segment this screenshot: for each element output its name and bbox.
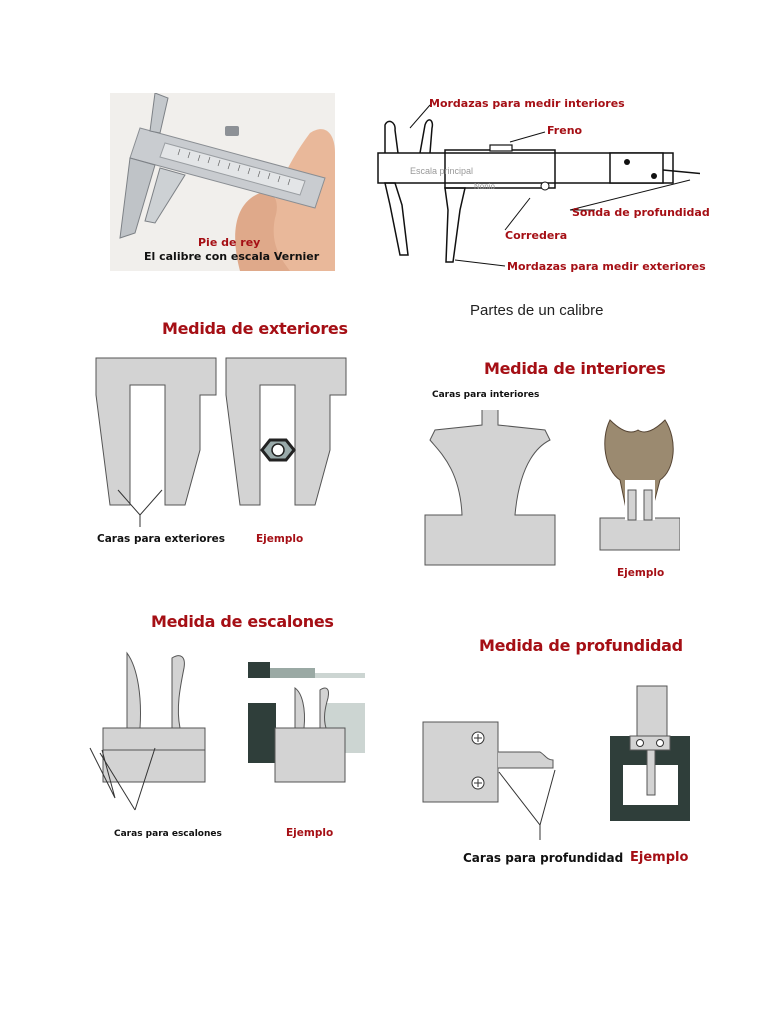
interior-drawing — [420, 400, 680, 580]
interior-faces-label: Caras para interiores — [432, 390, 540, 400]
steps-example-label: Ejemplo — [286, 827, 334, 839]
label-main-scale: Escala principal — [410, 166, 474, 176]
depth-drawing — [415, 680, 705, 860]
depth-example-label: Ejemplo — [630, 850, 689, 865]
parts-caption: Partes de un calibre — [470, 302, 604, 319]
exterior-faces-label: Caras para exteriores — [97, 533, 226, 545]
interior-heading: Medida de interiores — [484, 359, 666, 378]
steps-drawing — [80, 648, 380, 828]
exterior-example-label: Ejemplo — [256, 533, 304, 545]
interior-example-label: Ejemplo — [617, 567, 665, 579]
label-outer-jaws: Mordazas para medir exteriores — [507, 260, 706, 273]
label-lock: Freno — [547, 124, 583, 137]
label-depth-probe: Sonda de profundidad — [572, 206, 710, 219]
caliper-photo — [110, 93, 335, 271]
label-inner-jaws: Mordazas para medir interiores — [429, 97, 625, 110]
depth-faces-label: Caras para profundidad — [463, 851, 624, 865]
exterior-heading: Medida de exteriores — [162, 319, 348, 338]
photo-title-black: El calibre con escala Vernier — [144, 250, 320, 263]
steps-faces-label: Caras para escalones — [114, 829, 222, 839]
photo-title-red: Pie de rey — [198, 236, 261, 249]
parts-diagram — [370, 90, 710, 285]
parts-diagram-drawing — [370, 90, 700, 285]
depth-heading: Medida de profundidad — [479, 636, 683, 655]
steps-heading: Medida de escalones — [151, 612, 334, 631]
label-slider: Corredera — [505, 229, 568, 242]
label-vernier: Nonio — [474, 182, 495, 191]
